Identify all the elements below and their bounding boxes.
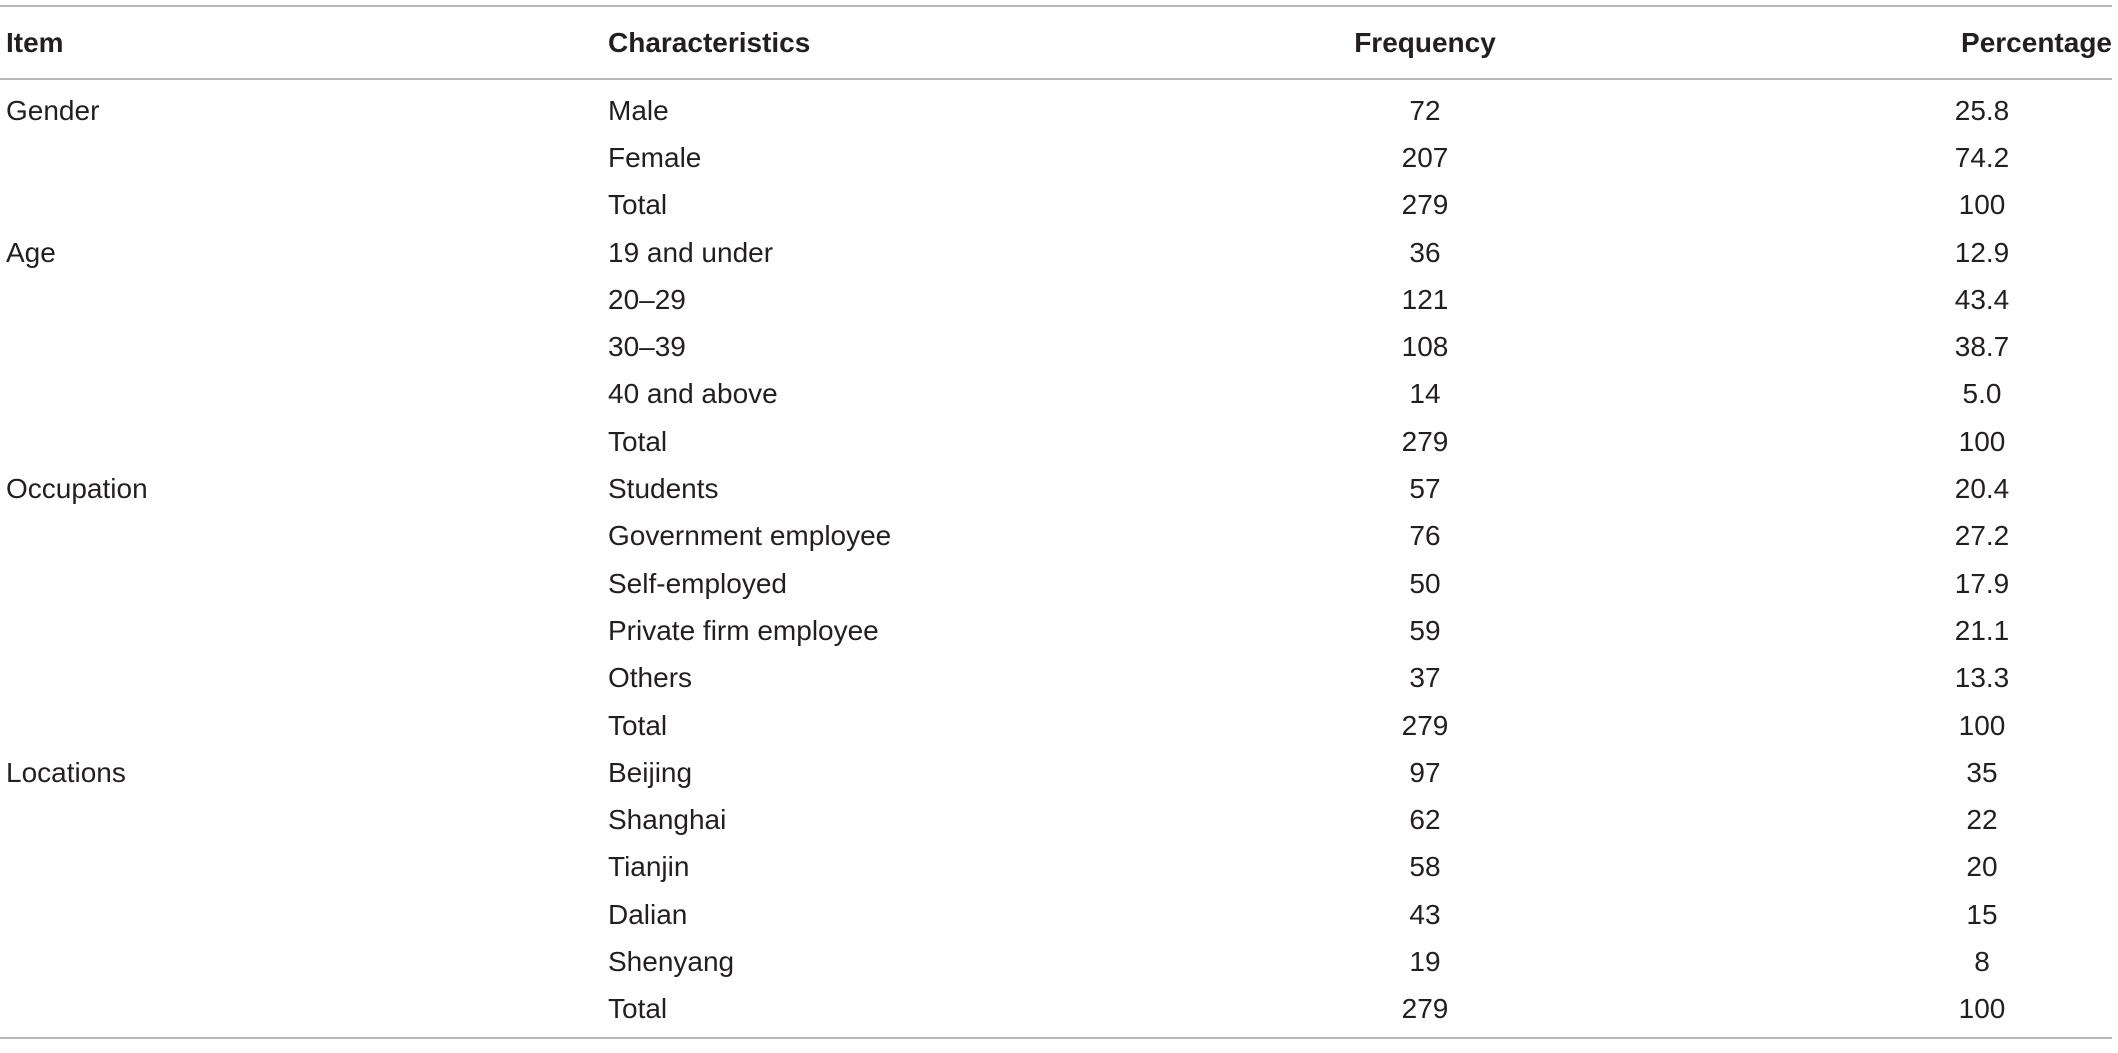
cell-characteristic: Private firm employee [608, 614, 879, 646]
cell-percentage: 74.2 [1954, 141, 2010, 173]
cell-percentage: 43.4 [1954, 283, 2010, 315]
cell-frequency: 72 [1409, 94, 1441, 126]
table-row [0, 276, 2112, 323]
cell-characteristic: Dalian [608, 898, 688, 930]
cell-percentage: 21.1 [1954, 614, 2010, 646]
cell-frequency: 43 [1409, 898, 1441, 930]
cell-percentage: 20.4 [1954, 473, 2010, 505]
cell-percentage: 20 [1966, 851, 1998, 883]
cell-characteristic: Beijing [608, 756, 693, 788]
cell-characteristic: Shanghai [608, 804, 727, 836]
table-row [0, 702, 2112, 749]
cell-characteristic: Male [608, 94, 669, 126]
cell-frequency: 36 [1409, 236, 1441, 268]
cell-frequency: 59 [1409, 614, 1441, 646]
cell-frequency: 58 [1409, 851, 1441, 883]
cell-percentage: 12.9 [1954, 236, 2010, 268]
table-row [0, 986, 2112, 1033]
cell-frequency: 76 [1409, 520, 1441, 552]
cell-frequency: 279 [1401, 709, 1449, 741]
cell-percentage: 17.9 [1954, 567, 2010, 599]
cell-frequency: 97 [1409, 756, 1441, 788]
cell-percentage: 100 [1958, 709, 2006, 741]
cell-characteristic: Tianjin [608, 851, 690, 883]
cell-characteristic: 20–29 [608, 283, 686, 315]
cell-characteristic: Total [608, 993, 668, 1025]
cell-frequency: 19 [1409, 945, 1441, 977]
table-row [0, 844, 2112, 891]
table-row [0, 418, 2112, 465]
header-frequency: Frequency [1354, 26, 1496, 58]
cell-frequency: 50 [1409, 567, 1441, 599]
cell-characteristic: Others [608, 662, 693, 694]
cell-characteristic: Shenyang [608, 945, 735, 977]
cell-frequency: 121 [1401, 283, 1449, 315]
table-body [0, 80, 2112, 1037]
cell-characteristic: Self-employed [608, 567, 787, 599]
table-row [0, 229, 2112, 276]
cell-characteristic: 40 and above [608, 378, 778, 410]
cell-characteristic: 19 and under [608, 236, 774, 268]
cell-percentage: 22 [1966, 804, 1998, 836]
table-row [0, 134, 2112, 181]
table-row [0, 513, 2112, 560]
table-row [0, 655, 2112, 702]
table-row [0, 607, 2112, 654]
table-row [0, 371, 2112, 418]
cell-frequency: 279 [1401, 425, 1449, 457]
cell-characteristic: Total [608, 709, 668, 741]
cell-characteristic: Students [608, 473, 719, 505]
cell-percentage: 8 [1974, 945, 1990, 977]
table-row [0, 465, 2112, 512]
cell-item: Locations [6, 756, 126, 788]
cell-frequency: 57 [1409, 473, 1441, 505]
header-characteristics: Characteristics [608, 26, 811, 58]
table-row [0, 891, 2112, 938]
cell-characteristic: Government employee [608, 520, 892, 552]
table-header-row [0, 7, 2112, 78]
table-bottom-rule [0, 1037, 2112, 1039]
table-row [0, 87, 2112, 134]
table-row [0, 938, 2112, 985]
cell-frequency: 62 [1409, 804, 1441, 836]
cell-frequency: 279 [1401, 993, 1449, 1025]
table-row [0, 323, 2112, 370]
header-item: Item [6, 26, 64, 58]
cell-item: Gender [6, 94, 100, 126]
cell-percentage: 15 [1966, 898, 1998, 930]
cell-characteristic: Total [608, 425, 668, 457]
cell-frequency: 37 [1409, 662, 1441, 694]
cell-percentage: 100 [1958, 189, 2006, 221]
cell-percentage: 100 [1958, 425, 2006, 457]
cell-characteristic: 30–39 [608, 331, 686, 363]
cell-percentage: 27.2 [1954, 520, 2010, 552]
table-row [0, 749, 2112, 796]
cell-item: Age [6, 236, 56, 268]
cell-item: Occupation [6, 473, 148, 505]
cell-characteristic: Female [608, 141, 702, 173]
table-row [0, 182, 2112, 229]
cell-frequency: 279 [1401, 189, 1449, 221]
cell-frequency: 108 [1401, 331, 1449, 363]
table-row [0, 560, 2112, 607]
cell-percentage: 100 [1958, 993, 2006, 1025]
cell-percentage: 13.3 [1954, 662, 2010, 694]
cell-frequency: 14 [1409, 378, 1441, 410]
cell-frequency: 207 [1401, 141, 1449, 173]
header-percentage: Percentage [1961, 26, 2112, 58]
table-row [0, 796, 2112, 843]
cell-percentage: 5.0 [1962, 378, 2002, 410]
cell-percentage: 38.7 [1954, 331, 2010, 363]
demographics-table [0, 5, 2112, 1039]
cell-characteristic: Total [608, 189, 668, 221]
cell-percentage: 25.8 [1954, 94, 2010, 126]
cell-percentage: 35 [1966, 756, 1998, 788]
